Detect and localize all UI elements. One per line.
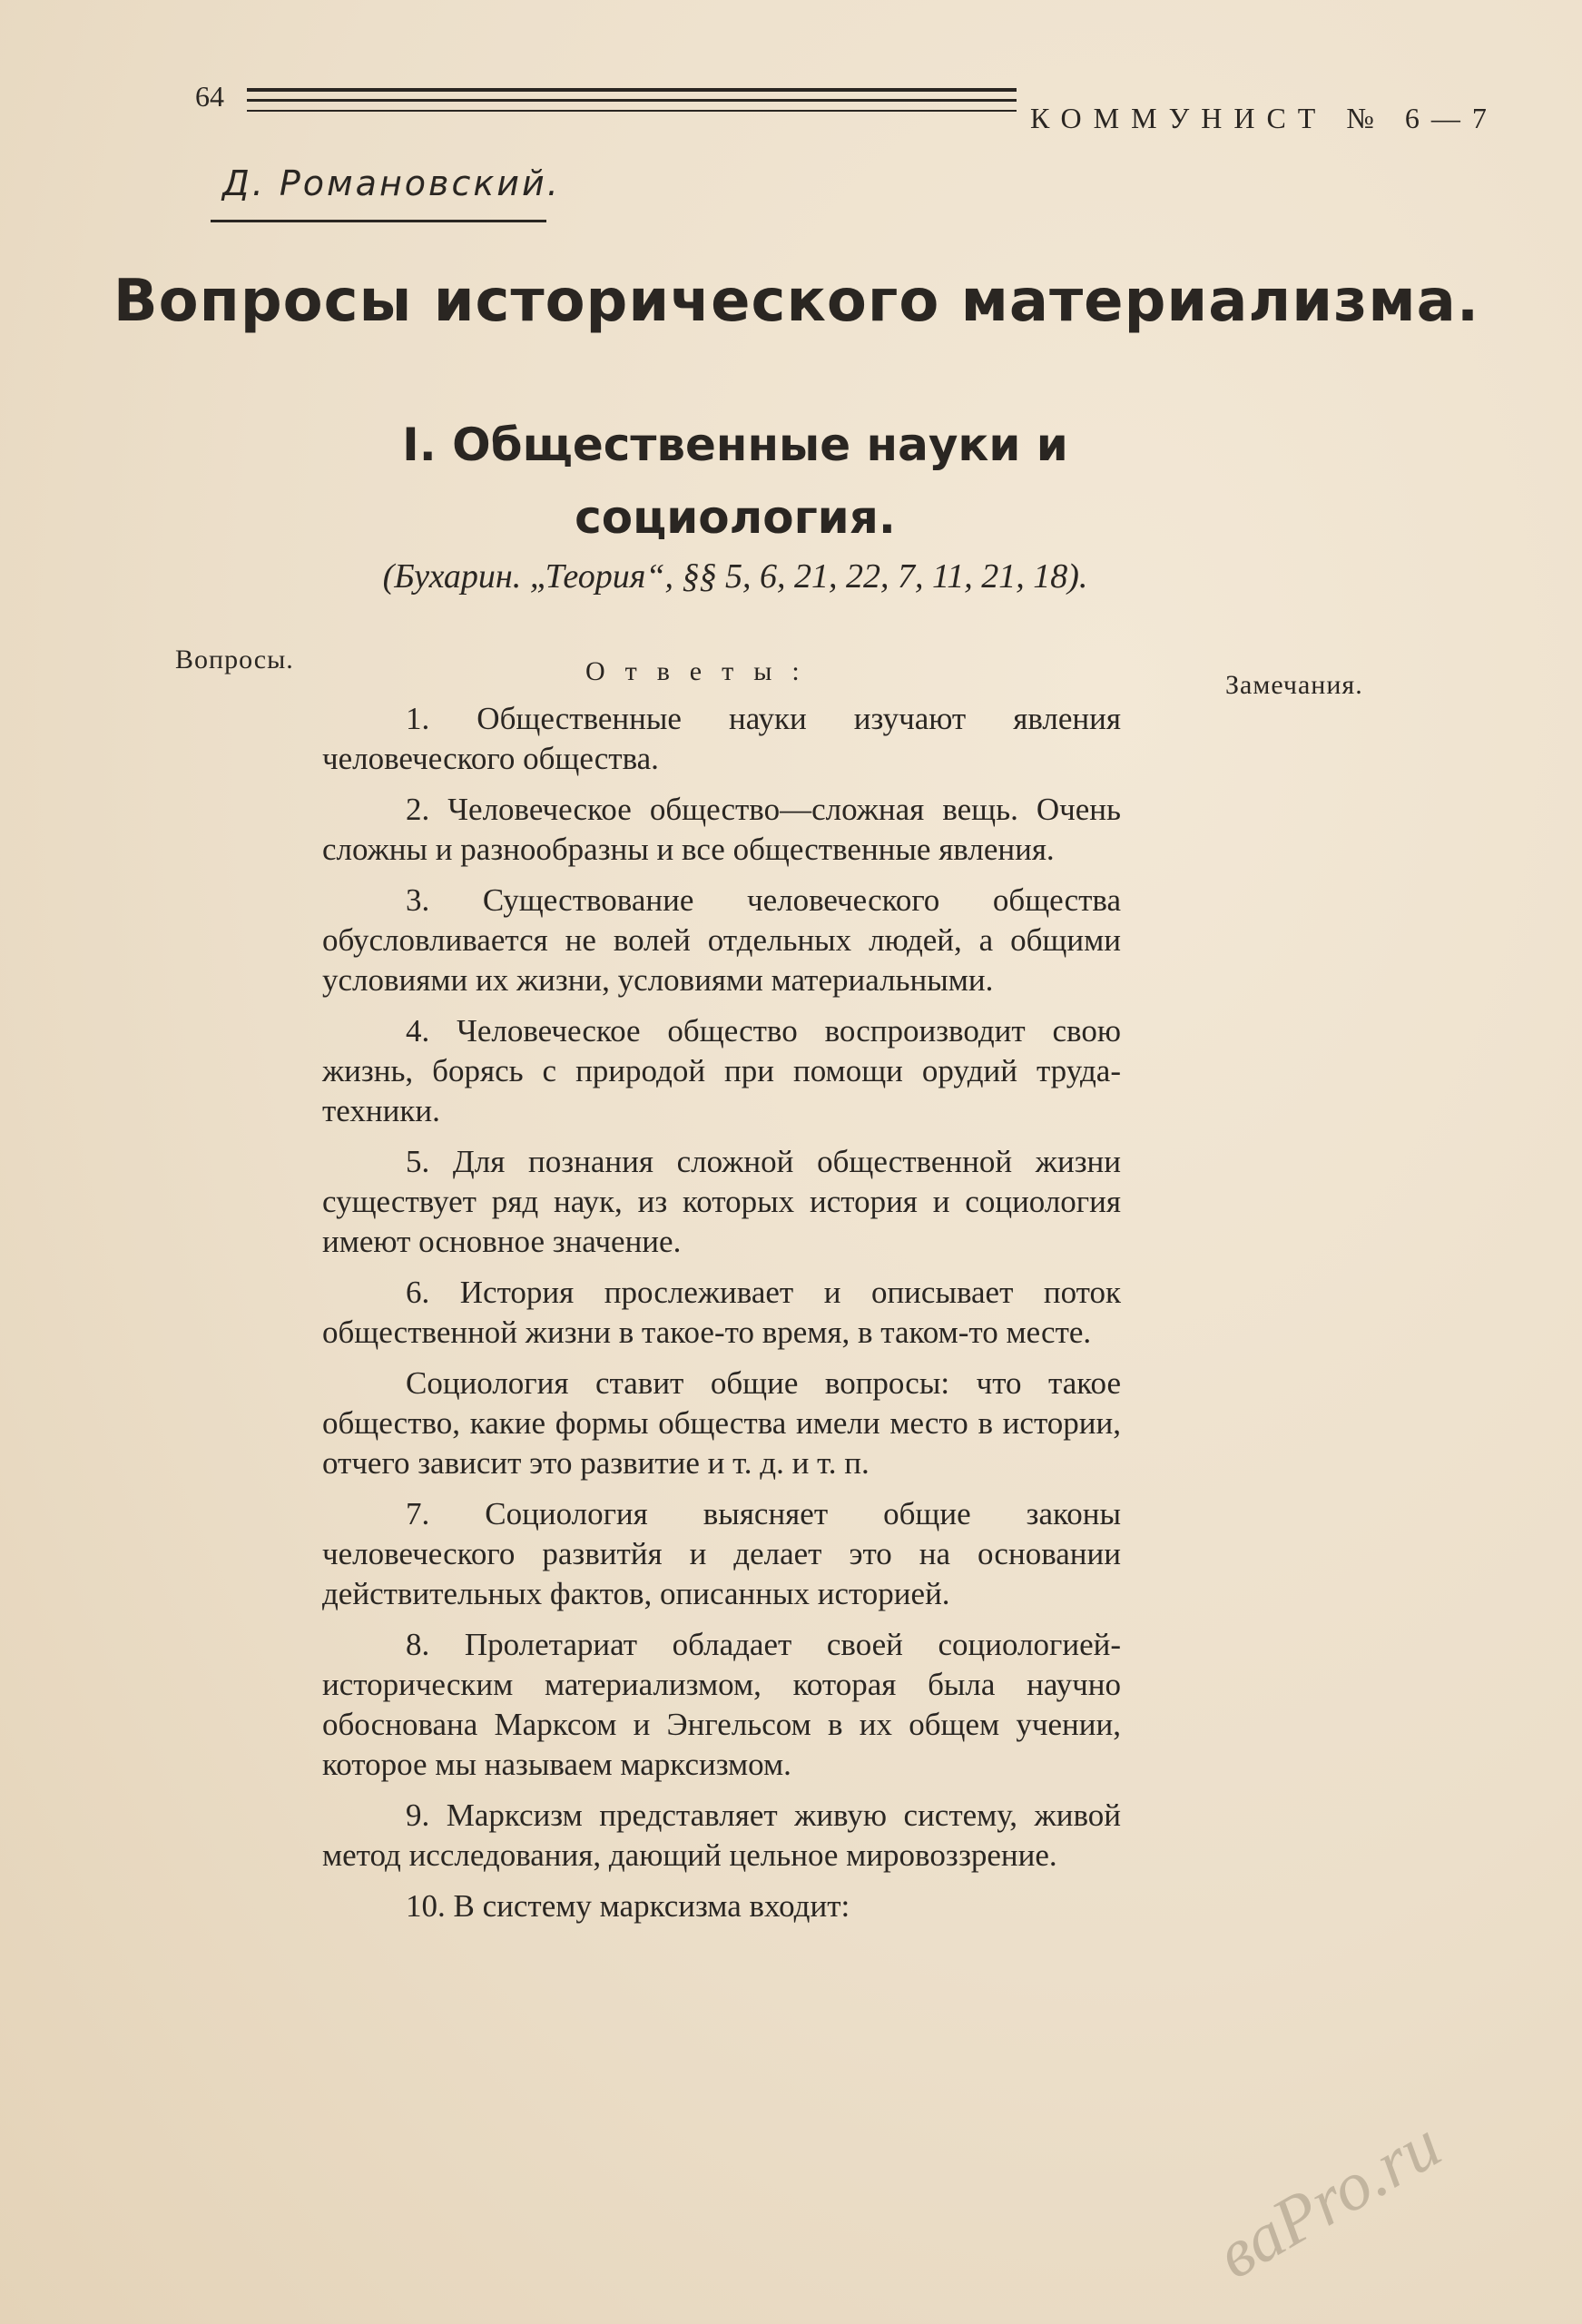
answer-paragraph: 5. Для познания сложной общественной жизни существует ряд наук, из которых история и социология имеют основное значение. [322, 1144, 1121, 1259]
column-label-remarks: Замечания. [1225, 670, 1363, 700]
answer-paragraph: 1. Общественные науки изучают явления человеческого общества. [322, 701, 1121, 776]
author-underline [211, 220, 546, 222]
watermark: ваPro.ru [1204, 2105, 1454, 2294]
answer-paragraph: 4. Человеческое общество воспроизводит свою жизнь, борясь с природой при помощи орудий труда-техники. [322, 1013, 1121, 1128]
column-label-questions: Вопросы. [175, 645, 294, 675]
answer-paragraph: 2. Человеческое общество—сложная вещь. Очень сложны и разнообразны и все общественные явления. [322, 792, 1121, 867]
answer-paragraph: 8. Пролетариат обладает своей социологией-историческим материализмом, которая была научно обоснована Марксом и Энгельсом в их общем учении, которое мы называем марксизмом. [322, 1627, 1121, 1782]
article-title: Вопросы исторического материализма. [113, 268, 1480, 335]
page-number: 64 [195, 80, 224, 113]
answer-paragraph: 6. История прослеживает и описывает поток общественной жизни в такое-то время, в таком-то месте. [322, 1275, 1121, 1350]
answer-paragraph: Социология ставит общие вопросы: что такое общество, какие формы общества имели место в истории, отчего зависит это развитие и т. д. и т. п. [322, 1365, 1121, 1481]
column-label-answers: Ответы: [585, 656, 820, 686]
answer-paragraph: 3. Существование человеческого общества обусловливается не волей отдельных людей, а общими условиями их жизни, условиями материальными. [322, 882, 1121, 998]
section-title: I. Общественные науки и социология. [402, 419, 1068, 544]
answer-paragraph: 10. В систему марксизма входит: [406, 1888, 850, 1924]
journal-title: КОММУНИСТ № 6—7 [1030, 102, 1498, 134]
answer-paragraph: 9. Марксизм представляет живую систему, живой метод исследования, дающий цельное мировоззрение. [322, 1797, 1121, 1873]
header-rule [247, 88, 1017, 119]
answers-column [322, 699, 1121, 1937]
author-name: Д. Романовский. [222, 163, 561, 203]
reference-citation: (Бухарин. „Теория“, §§ 5, 6, 21, 22, 7, 11, 21, 18). [382, 557, 1088, 596]
answer-paragraph: 7. Социология выясняет общие законы человеческого развитйя и делает это на основании действительных фактов, описанных историей. [322, 1496, 1121, 1611]
